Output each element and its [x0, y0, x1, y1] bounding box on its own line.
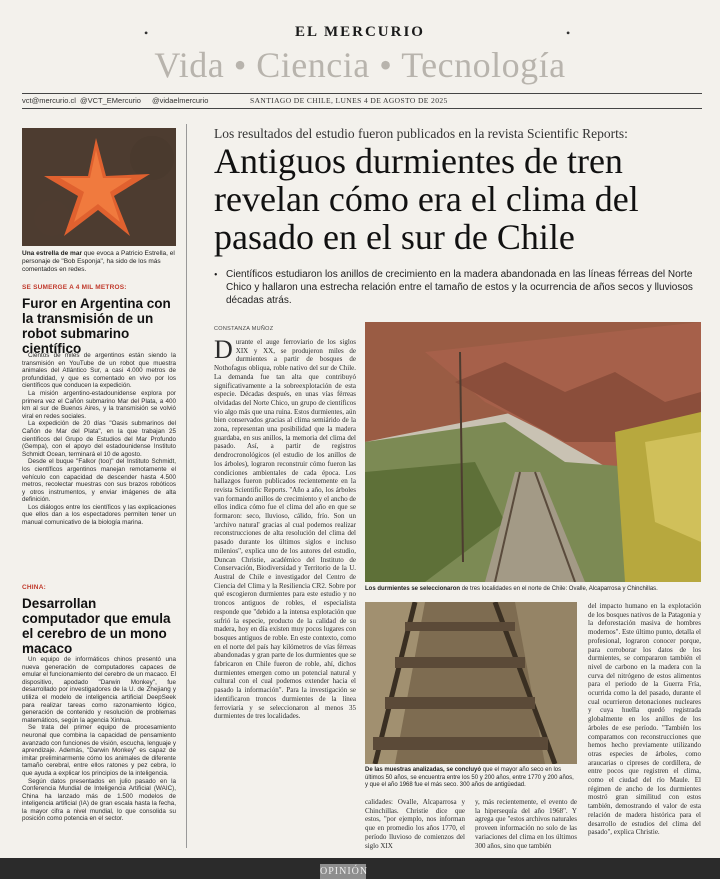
sidebar-column [22, 124, 178, 858]
twitter-handle: @VCT_EMercurio [80, 96, 141, 105]
story-headline: Desarrollan computador que emula el cerebro de un mono macaco [22, 596, 171, 656]
instagram-handle: @vidaelmercurio [152, 96, 209, 105]
dateline: SANTIAGO DE CHILE, LUNES 4 DE AGOSTO DE 2025 [250, 96, 448, 105]
section-title: Vida • Ciencia • Tecnología [154, 45, 566, 85]
story-kicker: CHINA: [22, 584, 46, 591]
story-kicker: SE SUMERGE A 4 MIL METROS: [22, 284, 127, 291]
article-byline: CONSTANZA MUÑOZ [214, 326, 274, 332]
drop-cap: D [214, 338, 233, 364]
ornament-dot: • [144, 26, 149, 40]
story-body: Cientos de miles de argentinos están siendo la transmisión en YouTube de un robot que muestra animales del Atlántico Sur, a casi 4.000 metros de profundidad, y que es comentado en vivo por los científicos que conducen la expedición. La misión argentino-estadounidense explora por primera vez el Cañón submarino Mar del Plata, a 400 km al sur de Buenos Aires, y la transmisión se volvió viral en redes sociales. La expedición de 20 días "Oasis submarinos del Cañón de Mar del Plata", en la que trabajan 25 científicos del Grupo de Estudios del Mar Profundo (Gempa), con el apoyo del estadounidense Instituto Schmidt Ocean, terminará el 10 de agosto. Desde el buque "Falkor (too)" del Instituto Schmidt, los científicos argentinos manejan remotamente el vehículo con capacidad de descender hasta 4.500 metros, recolectar muestras con sus brazos robóticos y otros instrumentos, y enviar imágenes de alta definición. Los diálogos entre los científicos y las explicaciones que ellos dan a los espectadores permiten tener un manual comunicativo de la biología marina. [22, 352, 176, 527]
article-body-column: Durante el auge ferroviario de los siglos XIX y XX, se produjeron miles de durmientes a partir de bosques de Nothofagus obliqua, roble nativo del sur de Chile. La demanda fue tan alta que contribuyó significativamente a la sobreexplotación de esta especie. Décadas después, en unas vías férreas olvidadas del Norte Chico, un grupo de científicos vio algo más que una ruina. Estos durmientes, aún bien conservados gracias al clima semiárido de la zona, representan una posibilidad que la madera guardaba, en sus anillos, la memoria del clima del pasado. Así, a partir de registros dendrocronológicos (el estudio de los anillos de los árboles), lograron reconstruir cómo fueron las condiciones ambientales de cada época. Los hallazgos fueron publicados recientemente en la revista Scientific Reports. "Año a año, los árboles van formando anillos de crecimiento y el ancho de ellos indica cómo fue el clima del año en que se formaron: seco, lluvioso, cálido, frío. Son un 'archivo natural' gracias al cual podemos realizar reconstrucciones de alta resolución del clima del pasado durante los últimos siglos e incluso milenios", explica uno de los autores del estudio, Duncan Christie, académico del Instituto de Conservación, Biodiversidad y Territorio de la U. Austral de Chile e investigador del Centro de Ciencia del Clima y la Resiliencia CR2. Sobre por qué escogieron durmientes para este estudio y no troncos antiguos de robles, el especialista responde que "debido a la intensa explotación que sufrió la especie, producto de la calidad de su madera, hoy en día existen muy pocos lugares con bosques antiguos de roble. En este contexto, como en el norte del país hay kilómetros de vías férreas abandonadas y gran parte de los durmientes que se fabricaron en Chile fueron de roble, ahí, dichos durmientes emergen como un potencial natural y cultural con el cual podemos extender hacia el pasado la información". Para la investigación se identificaron troncos durmientes de la línea ferroviaria y se seleccionaron al menos 35 durmientes de tres localidades. [214, 338, 356, 721]
photo-caption: Una estrella de mar que evoca a Patricio Estrella, el personaje de "Bob Esponja", ha sido de los más comentados en redes. [22, 250, 175, 273]
article-headline: Antiguos durmientes de tren revelan cómo era el clima del pasado en el sur de Chile [214, 141, 639, 257]
railway-photo [365, 322, 701, 582]
story-body: Un equipo de informáticos chinos presentó una nueva generación de computadores capaces de emular el funcionamiento del cerebro de un macaco. El dispositivo, apodado "Darwin Monkey", fue desarrollado por investigadores de la U. de Zhejiang y utiliza el modelo de inteligencia artificial DeepSeek para realizar tareas como razonamiento lógico, generación de contenido y resolución de problemas matemáticos, según la agencia Xinhua. Se trata del primer equipo de procesamiento neuronal que combina la capacidad de pensamiento avanzado con funciones de visión, escucha, lenguaje y aprendizaje. Además, "Darwin Monkey" es capaz de imitar preliminarmente cómo los animales de diferente tamaño cerebral, entre ellos ratones y pez cebra, lo que ayuda a explicar los principios de la inteligencia. Según datos presentados en julio pasado en la Conferencia Mundial de Inteligencia Artificial (WAIC), China ha lanzado más de 1.500 modelos de inteligencia artificial (IA) de gran escala hasta la fecha, la mayor cifra a nivel mundial, lo que consolida su posición como potencia en el sector. [22, 656, 176, 823]
newspaper-name: EL MERCURIO [295, 24, 425, 40]
ornament-dot: • [566, 26, 571, 40]
photo-caption: Los durmientes se seleccionaron de tres localidades en el norte de Chile: Ovalle, Alcaparrosa y Chinchillas. [365, 586, 658, 592]
article-body-column: calidades: Ovalle, Alcaparrosa y Chinchillas. Christie dice que estos, "por ejemplo, nos informan que en promedio los años 1770, el período lluvioso de comienzos del siglo XIX [365, 798, 465, 850]
photo-caption: De las muestras analizadas, se concluyó que el mayor año seco en los últimos 50 años, se encuentra entre los 50 y 200 años, entre 1770 y 200 años, y que el año 1968 fue el más seco. 300 años de antigüedad. [365, 767, 574, 788]
article-lead: Científicos estudiaron los anillos de crecimiento en la madera abandonada en las líneas férreas del Norte Chico y hallaron una estrecha relación entre el tamaño de estos y la ocurrencia de años secos y lluviosos décadas atrás. [226, 269, 693, 306]
column-divider [186, 124, 187, 848]
bullet-icon: • [214, 270, 218, 281]
opinion-tab[interactable]: OPINIÓN [320, 866, 369, 877]
article-body-column: del impacto humano en la explotación de los bosques nativos de la Patagonia y la deforestación masiva de hombres modernos". Este último punto, detalla el profesional, lograron conocer porque, para corroborar los datos de los durmientes, se compararon también el nivel de carbono en la madera con la curva del nitrógeno de estos alimentos para el periodo de la Guerra Fría, ocurrida como la del pasado, durante el cual ocurrieron detonaciones nucleares y cuya huella quedó registrada globalmente en los anillos de los árboles de ese período. "También los comparamos con reconstrucciones que hemos hecho previamente utilizando otras especies de árboles, como araucarias o cipreses de cordillera, de entre pocos que registren el clima, como el ciudad del río Maule. El régimen de ancho de los durmientes mostró gran similitud con estos también, demostrando el valor de esta relación de madera histórica para el desarrollo de estudios del clima del pasado", explica Christie. [588, 602, 701, 837]
starfish-photo [22, 128, 176, 246]
dateline-rule [22, 108, 702, 109]
article-body-column: y, más recientemente, el evento de la hipersequía del año 1968". Y agrega que "estos archivos naturales proveen información no solo de las variaciones del clima en los últimos 300 años, sino que también [475, 798, 577, 850]
masthead-rule [22, 93, 702, 94]
masthead [0, 0, 720, 96]
article-subhead: Los resultados del estudio fueron publicados en la revista Scientific Reports: [214, 126, 628, 141]
story-headline: Furor en Argentina con la transmisión de un robot submarino científico [22, 296, 171, 356]
email-contact: vct@mercurio.cl [22, 96, 76, 105]
railway-tracks-photo [365, 602, 577, 764]
